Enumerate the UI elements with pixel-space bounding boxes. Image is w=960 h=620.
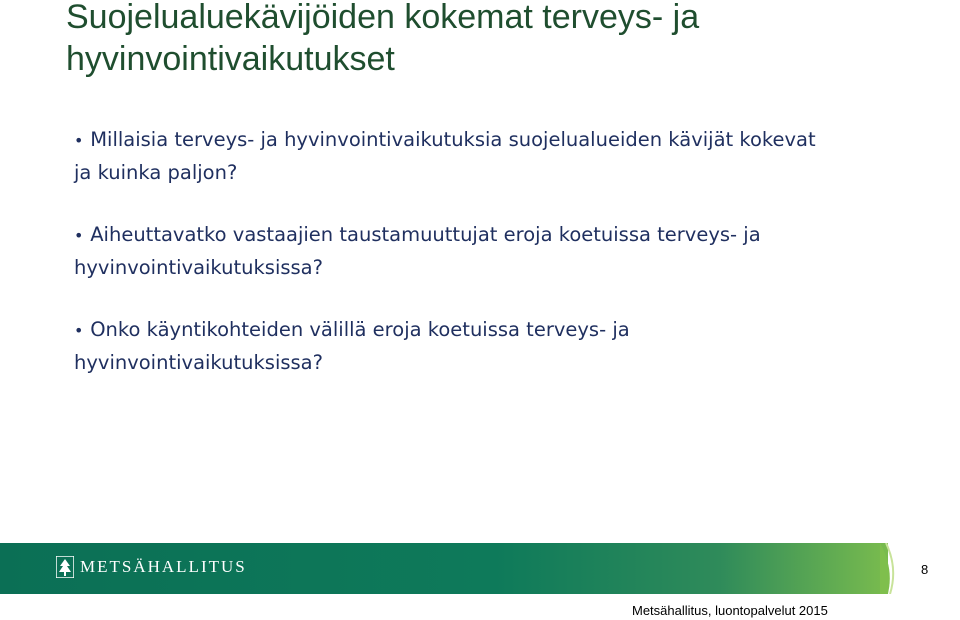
bullet-item-3 [74,314,834,379]
bullet-list [74,124,834,409]
bullet-text: Millaisia terveys- ja hyvinvointivaikutuksia suojelualueiden kävijät kokevat ja kuinka paljon? [74,128,816,184]
bullet-icon: • [74,226,84,245]
footer-band [0,543,960,594]
bullet-item-1 [74,124,834,189]
footer-caption: Metsähallitus, luontopalvelut 2015 [632,603,828,618]
bullet-item-2 [74,219,834,284]
page-number: 8 [921,562,929,577]
bullet-icon: • [74,321,84,340]
bullet-text: Aiheuttavatko vastaajien taustamuuttujat eroja koetuissa terveys- ja hyvinvointivaikutuksissa? [74,223,761,279]
tree-logo-icon [56,556,74,578]
logo-text: METSÄHALLITUS [80,557,247,576]
bullet-text: Onko käyntikohteiden välillä eroja koetuissa terveys- ja hyvinvointivaikutuksissa? [74,318,630,374]
bullet-icon: • [74,131,84,150]
footer-curve-decoration [880,543,900,594]
metsahallitus-logo [56,556,247,578]
slide-title: Suojelualuekävijöiden kokemat terveys- ja hyvinvointivaikutukset [66,0,700,78]
